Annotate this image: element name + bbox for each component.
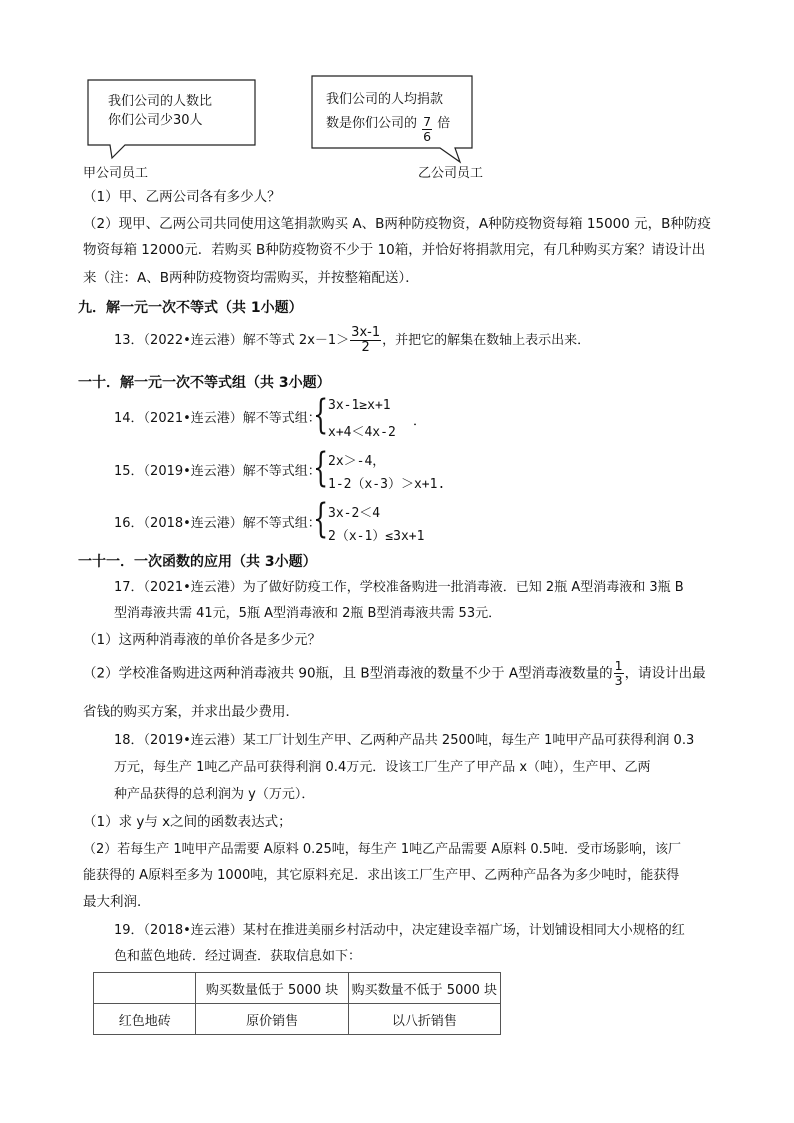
bubble-right-line2-suffix: 倍 <box>437 116 451 131</box>
q14-brace: { <box>313 392 329 438</box>
q17-fraction <box>614 659 624 688</box>
q17-part2-prefix: （2）学校准备购进这两种消毒液共 90瓶，且 B型消毒液的数量不少于 A型消毒液数量的 <box>83 665 613 682</box>
q17-line1: 17．（2021•连云港）为了做好防疫工作，学校准备购进一批消毒液．已知 2瓶 A型消毒液和 3瓶 B <box>114 580 684 595</box>
q16-prefix: 16．（2018•连云港）解不等式组： <box>114 516 321 531</box>
q18-part2-line2: 能获得的 A原料至多为 1000吨，其它原料充足．求出该工厂生产甲、乙两种产品各为多少吨时，能获得 <box>83 868 680 883</box>
q19-price-table <box>93 972 501 1035</box>
bubble-right-line1: 我们公司的人均捐款 <box>326 92 444 107</box>
q17-part2-line2: 省钱的购买方案，并求出最少费用． <box>83 704 299 720</box>
q13-fraction <box>350 326 381 355</box>
section-11-title: 一十一．一次函数的应用（共 3小题） <box>78 554 317 570</box>
q17-line2: 型消毒液共需 41元，5瓶 A型消毒液和 2瓶 B型消毒液共需 53元． <box>114 606 502 621</box>
q13-suffix: ，并把它的解集在数轴上表示出来． <box>382 333 591 348</box>
bubble-right-caption: 乙公司员工 <box>418 166 484 181</box>
q14-end: ． <box>413 414 427 429</box>
q17-part2 <box>83 659 706 688</box>
table-header-row <box>94 973 501 1004</box>
table-cell: 原价销售 <box>196 1004 348 1035</box>
q16-brace: { <box>313 496 329 542</box>
q16-row2: 2（x-1）≤3x+1 <box>328 529 425 544</box>
q19-line2: 色和蓝色地砖．经过调查．获取信息如下： <box>114 949 362 964</box>
q13 <box>114 326 590 355</box>
bubble-right-line2-prefix: 数是你们公司的 <box>326 116 418 131</box>
fraction-denominator: 3 <box>614 673 623 688</box>
table-row <box>94 1004 501 1035</box>
table-cell: 红色地砖 <box>94 1004 196 1035</box>
q15-brace: { <box>313 445 329 491</box>
q14-row1: 3x-1≥x+1 <box>328 398 391 413</box>
bubble-right-fraction <box>422 115 432 144</box>
q15-row2: 1-2（x-3）＞x+1. <box>328 477 446 492</box>
table-header-cell: 购买数量不低于 5000 块 <box>348 973 500 1004</box>
bubble-left-line1: 我们公司的人数比 <box>108 94 213 109</box>
q18-part1: （1）求 y与 x之间的函数表达式； <box>83 814 292 830</box>
fraction-denominator: 2 <box>361 340 370 355</box>
q15-prefix: 15．（2019•连云港）解不等式组： <box>114 464 321 479</box>
fraction-numerator: 7 <box>423 114 432 129</box>
q19-line1: 19．（2018•连云港）某村在推进美丽乡村活动中，决定建设幸福广场，计划铺设相同大小规格的红 <box>114 923 685 938</box>
q18-line3: 种产品获得的总利润为 y（万元）． <box>114 787 315 802</box>
q18-part2-line3: 最大利润． <box>83 894 151 910</box>
bubble-right-line2 <box>326 109 451 144</box>
section-10-title: 一十．解一元一次不等式组（共 3小题） <box>78 375 331 391</box>
q18-line1: 18．（2019•连云港）某工厂计划生产甲、乙两种产品共 2500吨，每生产 1吨甲产品可获得利润 0.3 <box>114 733 695 748</box>
q12-part2-line2: 物资每箱 12000元．若购买 B种防疫物资不少于 10箱，并恰好将捐款用完，有几种购买方案？请设计出 <box>83 242 706 258</box>
q12-part2-line1: （2）现甲、乙两公司共同使用这笔捐款购买 A、B两种防疫物资，A种防疫物资每箱 15000 元，B种防疫 <box>83 216 711 232</box>
table-cell: 以八折销售 <box>348 1004 500 1035</box>
section-9-title: 九．解一元一次不等式（共 1小题） <box>78 300 303 316</box>
q18-line2: 万元，每生产 1吨乙产品可获得利润 0.4万元．设该工厂生产了甲产品 x（吨），生产甲、乙两 <box>114 760 651 775</box>
q14-row2: x+4＜4x-2 <box>328 425 396 440</box>
q16-row1: 3x-2＜4 <box>328 506 381 521</box>
q13-prefix: 13．（2022•连云港）解不等式 2x－1＞ <box>114 333 350 348</box>
q18-part2-line1: （2）若每生产 1吨甲产品需要 A原料 0.25吨，每生产 1吨乙产品需要 A原料 0.5吨．受市场影响，该厂 <box>83 842 682 857</box>
q12-part1: （1）甲、乙两公司各有多少人？ <box>83 189 281 205</box>
q17-part1: （1）这两种消毒液的单价各是多少元？ <box>83 632 322 648</box>
q12-part2-line3: 来（注：A、B两种防疫物资均需购买，并按整箱配送）． <box>83 270 419 286</box>
fraction-numerator: 1 <box>614 658 623 673</box>
table-header-cell <box>94 973 196 1004</box>
q17-part2-suffix: ，请设计出最 <box>624 665 706 682</box>
bubble-right-text <box>326 90 451 144</box>
bubble-left-caption: 甲公司员工 <box>83 166 149 181</box>
fraction-numerator: 3x-1 <box>351 325 381 340</box>
fraction-denominator: 6 <box>423 129 432 144</box>
bubble-left-text <box>108 92 212 130</box>
bubble-left-line2: 你们公司少30人 <box>108 113 203 128</box>
q14-prefix: 14．（2021•连云港）解不等式组： <box>114 411 321 426</box>
q15-row1: 2x＞-4， <box>328 454 386 469</box>
table-header-cell: 购买数量低于 5000 块 <box>196 973 348 1004</box>
